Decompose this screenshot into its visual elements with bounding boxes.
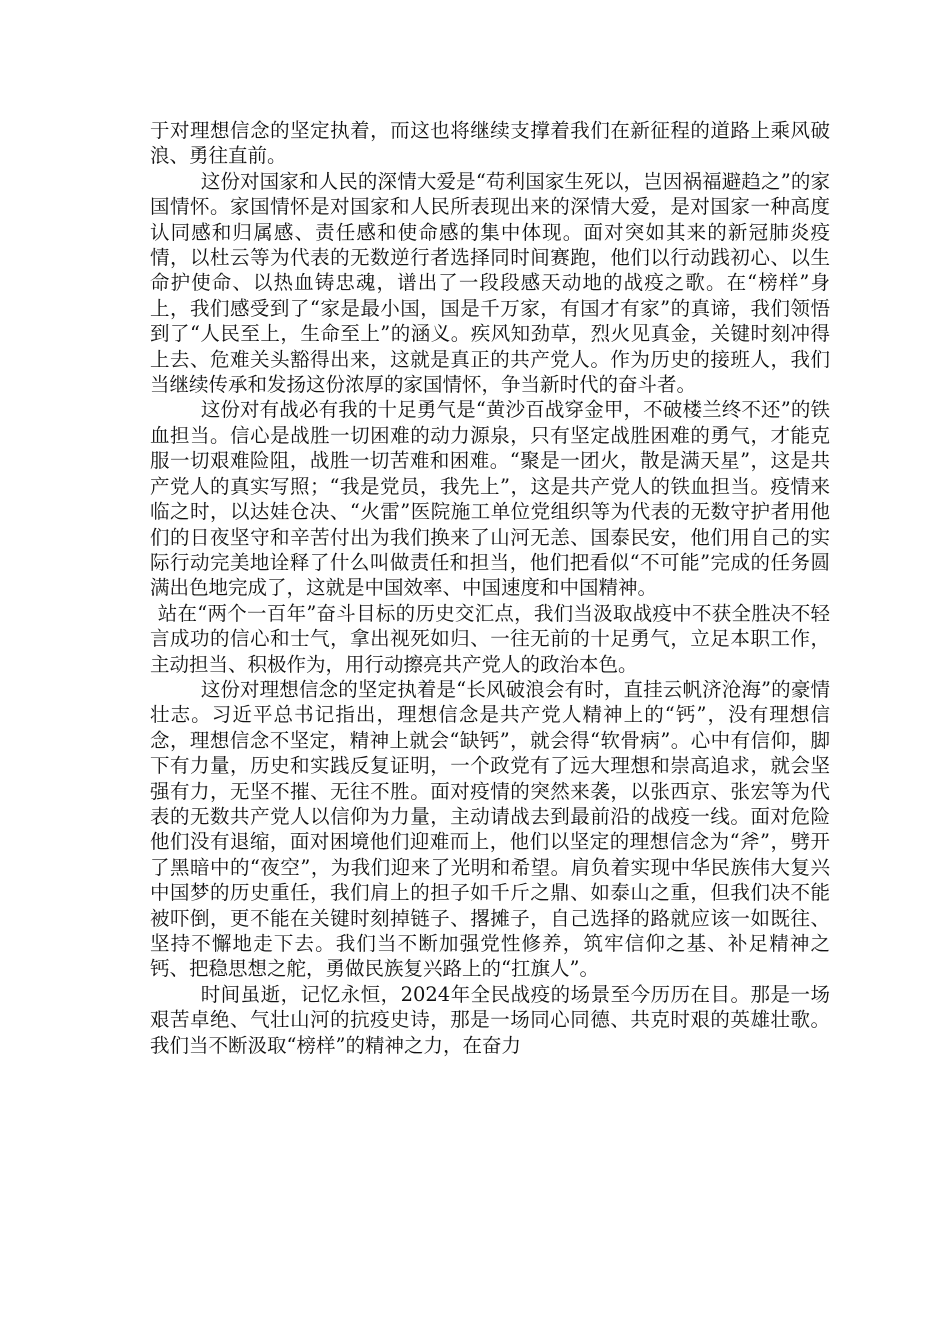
document-body [150,118,830,1058]
paragraph-courage: 这份对有战必有我的十足勇气是“黄沙百战穿金甲，不破楼兰终不还”的铁血担当。信心是战胜一切困难的动力源泉，只有坚定战胜困难的勇气，才能克服一切艰难险阻，战胜一切苦难和困难。“聚是一团火，散是满天星”，这是共产党人的真实写照；“我是党员，我先上”，这是共产党人的铁血担当。疫情来临之时，以达娃仓决、“火雷”医院施工单位党组织等为代表的无数守护者用他们的日夜坚守和辛苦付出为我们换来了山河无恙、国泰民安，他们用自己的实际行动完美地诠释了什么叫做责任和担当，他们把看似“不可能”完成的任务圆满出色地完成了，这就是中国效率、中国速度和中国精神。 [150,398,830,600]
paragraph-ideals: 这份对理想信念的坚定执着是“长风破浪会有时，直挂云帆济沧海”的豪情壮志。习近平总书记指出，理想信念是共产党人精神上的“钙”，没有理想信念，理想信念不坚定，精神上就会“缺钙”，就会得“软骨病”。心中有信仰，脚下有力量，历史和实践反复证明，一个政党有了远大理想和崇高追求，就会坚强有力，无坚不摧、无往不胜。面对疫情的突然来袭，以张西京、张宏等为代表的无数共产党人以信仰为力量，主动请战去到最前沿的战疫一线。面对危险他们没有退缩，面对困境他们迎难而上，他们以坚定的理想信念为“斧”，劈开了黑暗中的“夜空”，为我们迎来了光明和希望。肩负着实现中华民族伟大复兴中国梦的历史重任，我们肩上的担子如千斤之鼎、如泰山之重，但我们决不能被吓倒，更不能在关键时刻掉链子、撂摊子，自己选择的路就应该一如既往、坚持不懈地走下去。我们当不断加强党性修养，筑牢信仰之基、补足精神之钙、把稳思想之舵，勇做民族复兴路上的“扛旗人”。 [150,677,830,981]
paragraph-memory: 时间虽逝，记忆永恒，2024年全民战疫的场景至今历历在目。那是一场艰苦卓绝、气壮山河的抗疫史诗，那是一场同心同德、共克时艰的英雄壮歌。我们当不断汲取“榜样”的精神之力，在奋力 [150,982,830,1057]
paragraph-continuation: 于对理想信念的坚定执着，而这也将继续支撑着我们在新征程的道路上乘风破浪、勇往直前。 [150,119,830,168]
paragraph-two-centenary: 站在“两个一百年”奋斗目标的历史交汇点，我们当汲取战疫中不获全胜决不轻言成功的信心和士气，拿出视死如归、一往无前的十足勇气，立足本职工作，主动担当、积极作为，用行动擦亮共产党人的政治本色。 [150,601,830,676]
paragraph-patriotism: 这份对国家和人民的深情大爱是“苟利国家生死以，岂因祸福避趋之”的家国情怀。家国情怀是对国家和人民所表现出来的深情大爱，是对国家一种高度认同感和归属感、责任感和使命感的集中体现。面对突如其来的新冠肺炎疫情，以杜云等为代表的无数逆行者选择同时间赛跑，他们以行动践初心、以生命护使命、以热血铸忠魂，谱出了一段段感天动地的战疫之歌。在“榜样”身上，我们感受到了“家是最小国，国是千万家，有国才有家”的真谛，我们领悟到了“人民至上，生命至上”的涵义。疾风知劲草，烈火见真金，关键时刻冲得上去、危难关头豁得出来，这就是真正的共产党人。作为历史的接班人，我们当继续传承和发扬这份浓厚的家国情怀，争当新时代的奋斗者。 [150,169,830,397]
